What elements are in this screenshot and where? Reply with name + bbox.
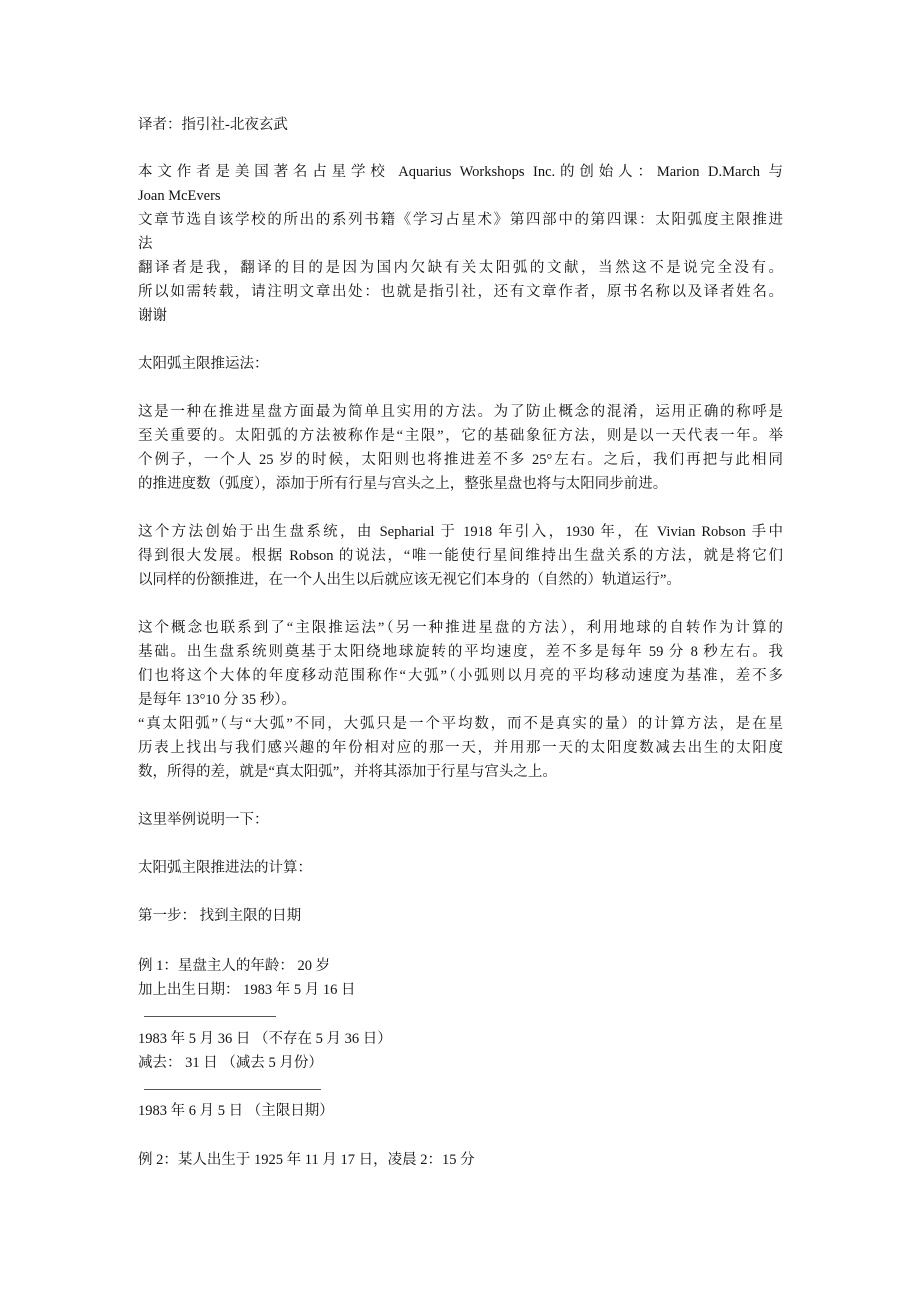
text-line: 以同样的份额推进，在一个人出生以后就应该无视它们本身的（自然的）轨道运行”。 bbox=[138, 572, 681, 588]
text-line: 减去： 31 日 （减去 5 月份） bbox=[138, 1055, 323, 1071]
text-line: 基础。出生盘系统则奠基于太阳绕地球旋转的平均速度，差不多是每年 59 分 8 秒左右。我 bbox=[138, 644, 783, 660]
text-line: 这里举例说明一下： bbox=[138, 812, 269, 828]
text-line: 翻译者是我，翻译的目的是因为国内欠缺有关太阳弧的文献，当然这不是说完全没有。 bbox=[138, 260, 783, 276]
text-line: Joan McEvers bbox=[138, 188, 221, 204]
text-line: 例 2：某人出生于 1925 年 11 月 17 日，凌晨 2：15 分 bbox=[138, 1152, 475, 1168]
text-line: 译者：指引社-北夜玄武 bbox=[138, 117, 288, 133]
text-line: 的推进度数（弧度），添加于所有行星与宫头之上，整张星盘也将与太阳同步前进。 bbox=[138, 476, 668, 492]
text-line: 个例子，一个人 25 岁的时候，太阳则也将推进差不多 25°左右。之后，我们再把与此相同 bbox=[138, 452, 783, 468]
text-line: 所以如需转载，请注明文章出处：也就是指引社，还有文章作者，原书名称以及译者姓名。 bbox=[138, 284, 783, 300]
text-line: 太阳弧主限推运法： bbox=[138, 356, 269, 372]
text-line: 得到很大发展。根据 Robson 的说法，“唯一能使行星间维持出生盘关系的方法，就是将它们 bbox=[138, 548, 783, 564]
text-line: “真太阳弧”（与“大弧”不同，大弧只是一个平均数，而不是真实的量）的计算方法，是在星 bbox=[138, 716, 783, 732]
text-line: 加上出生日期： 1983 年 5 月 16 日 bbox=[138, 982, 356, 998]
text-line: 1983 年 5 月 36 日 （不存在 5 月 36 日） bbox=[138, 1031, 392, 1047]
text-line: 历表上找出与我们感兴趣的年份相对应的那一天，并用那一天的太阳度数减去出生的太阳度 bbox=[138, 740, 783, 756]
text-line: 谢谢 bbox=[138, 308, 167, 324]
text-line: 1983 年 6 月 5 日 （主限日期） bbox=[138, 1103, 334, 1119]
text-line: 这是一种在推进星盘方面最为简单且实用的方法。为了防止概念的混淆，运用正确的称呼是 bbox=[138, 404, 783, 420]
text-line: 这个概念也联系到了“主限推运法”（另一种推进星盘的方法），利用地球的自转作为计算的 bbox=[138, 620, 783, 636]
calc-divider-2 bbox=[144, 1089, 321, 1090]
text-line: 文章节选自该学校的所出的系列书籍《学习占星术》第四部中的第四课：太阳弧度主限推进 bbox=[138, 212, 783, 228]
text-line: 们也将这个大体的年度移动范围称作“大弧”（小弧则以月亮的平均移动速度为基准，差不多 bbox=[138, 668, 783, 684]
text-line: 是每年 13°10 分 35 秒）。 bbox=[138, 692, 297, 708]
text-line: 本文作者是美国著名占星学校 Aquarius Workshops Inc.的创始人：Marion D.March 与 bbox=[138, 164, 783, 180]
calc-divider-1 bbox=[144, 1016, 276, 1017]
text-line: 数，所得的差，就是“真太阳弧”，并将其添加于行星与宫头之上。 bbox=[138, 764, 557, 780]
text-line: 太阳弧主限推进法的计算： bbox=[138, 860, 312, 876]
text-line: 法 bbox=[138, 236, 153, 252]
text-line: 第一步： 找到主限的日期 bbox=[138, 908, 302, 924]
text-line: 例 1：星盘主人的年龄： 20 岁 bbox=[138, 958, 331, 974]
text-line: 这个方法创始于出生盘系统，由 Sepharial 于 1918 年引入，1930 年，在 Vivian Robson 手中 bbox=[138, 524, 783, 540]
text-line: 至关重要的。太阳弧的方法被称作是“主限”，它的基础象征方法，则是以一天代表一年。举 bbox=[138, 428, 783, 444]
